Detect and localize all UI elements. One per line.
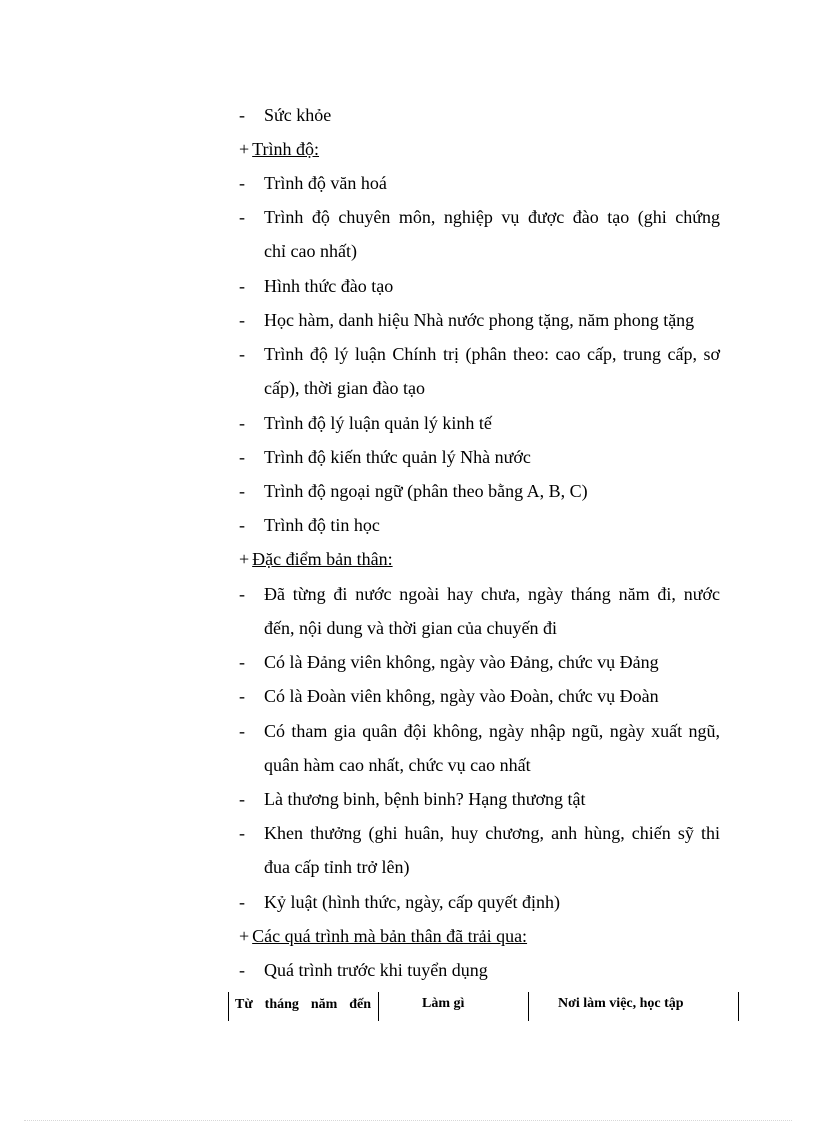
plus-marker: + Đặc điểm bản thân: <box>239 549 393 569</box>
bullet-dash: - <box>239 207 245 227</box>
bullet-dash: - <box>239 344 245 364</box>
bullet-dash: - <box>239 686 245 706</box>
item-text: Đã từng đi nước ngoài hay chưa, ngày tháng năm đi, nước <box>264 584 720 604</box>
bullet-dash: - <box>239 310 245 330</box>
bullet-dash: - <box>239 721 245 741</box>
item-text: đến, nội dung và thời gian của chuyến đi <box>264 618 557 638</box>
item-text: Trình độ văn hoá <box>264 173 387 193</box>
bullet-dash: - <box>239 481 245 501</box>
item-text: Có là Đoàn viên không, ngày vào Đoàn, chức vụ Đoàn <box>264 686 659 706</box>
item-text: Hình thức đào tạo <box>264 276 394 296</box>
bullet-dash: - <box>239 515 245 535</box>
plus-marker: + Các quá trình mà bản thân đã trải qua: <box>239 926 528 946</box>
table-border <box>528 992 529 1021</box>
table-border <box>738 992 739 1021</box>
item-text: Trình độ ngoại ngữ (phân theo bằng A, B, C) <box>264 481 588 501</box>
table-header-cell: Từ tháng năm đến <box>235 997 371 1012</box>
bullet-dash: - <box>239 447 245 467</box>
item-text: Trình độ tin học <box>264 515 380 535</box>
item-text: Kỷ luật (hình thức, ngày, cấp quyết định) <box>264 892 561 912</box>
bullet-dash: - <box>239 823 245 843</box>
table-header-cell: Nơi làm việc, học tập <box>558 996 684 1011</box>
item-text: Trình độ kiến thức quản lý Nhà nước <box>264 447 531 467</box>
item-text: Trình độ lý luận quản lý kinh tế <box>264 413 492 433</box>
bullet-dash: - <box>239 276 245 296</box>
bullet-dash: - <box>239 584 245 604</box>
heading-text: Trình độ: <box>252 139 320 159</box>
plus-marker: + Trình độ: <box>239 139 320 159</box>
table-border <box>228 992 229 1021</box>
bullet-dash: - <box>239 173 245 193</box>
item-text: Khen thưởng (ghi huân, huy chương, anh hùng, chiến sỹ thi <box>264 823 720 843</box>
bullet-dash: - <box>239 413 245 433</box>
item-text: Sức khỏe <box>264 105 332 125</box>
item-text: cấp), thời gian đào tạo <box>264 378 425 398</box>
item-text: Có là Đảng viên không, ngày vào Đảng, chức vụ Đảng <box>264 652 659 672</box>
page-bottom-divider <box>24 1120 792 1121</box>
bullet-dash: - <box>239 652 245 672</box>
item-text: đua cấp tỉnh trở lên) <box>264 857 410 877</box>
item-text: chỉ cao nhất) <box>264 241 357 261</box>
item-text: Học hàm, danh hiệu Nhà nước phong tặng, năm phong tặng <box>264 310 695 330</box>
item-text: Trình độ chuyên môn, nghiệp vụ được đào tạo (ghi chứng <box>264 207 720 227</box>
item-text: quân hàm cao nhất, chức vụ cao nhất <box>264 755 531 775</box>
bullet-dash: - <box>239 960 245 980</box>
bullet-dash: - <box>239 789 245 809</box>
bullet-dash: - <box>239 892 245 912</box>
history-table-header <box>228 992 740 1021</box>
item-text: Trình độ lý luận Chính trị (phân theo: cao cấp, trung cấp, sơ <box>264 344 720 364</box>
item-text: Là thương binh, bệnh binh? Hạng thương tật <box>264 789 586 809</box>
item-text: Có tham gia quân đội không, ngày nhập ngũ, ngày xuất ngũ, <box>264 721 720 741</box>
table-header-cell: Làm gì <box>422 996 465 1011</box>
item-text: Quá trình trước khi tuyển dụng <box>264 960 488 980</box>
heading-text: Đặc điểm bản thân: <box>252 549 393 569</box>
heading-text: Các quá trình mà bản thân đã trải qua: <box>252 926 528 946</box>
bullet-dash: - <box>239 105 245 125</box>
table-border <box>378 992 379 1021</box>
